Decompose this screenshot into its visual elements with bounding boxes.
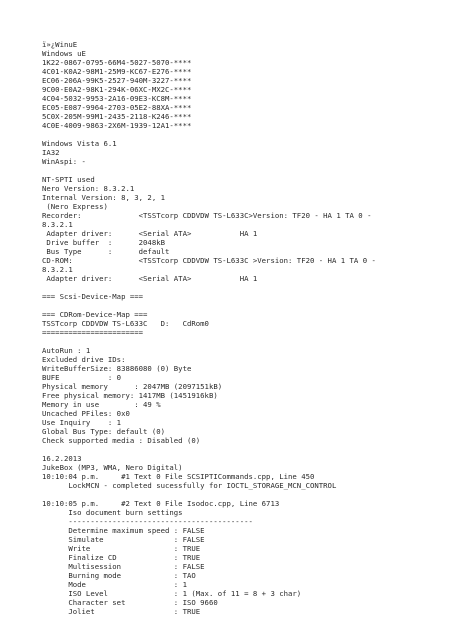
- log-line: 8.3.2.1: [42, 265, 73, 274]
- log-line: Character set : ISO 9660: [42, 598, 218, 607]
- log-line: === Scsi-Device-Map ===: [42, 292, 144, 301]
- log-line: Mode : 1: [42, 580, 187, 589]
- log-line: 4C04-5032-9953-2A16-09E3-KC8M-****: [42, 94, 192, 103]
- log-line: Free physical memory: 1417MB (1451916kB): [42, 391, 218, 400]
- log-line: 16.2.2013: [42, 454, 82, 463]
- log-line: JukeBox (MP3, WMA, Nero Digital): [42, 463, 183, 472]
- log-line: IA32: [42, 148, 60, 157]
- log-line: ------------------------------------------: [42, 517, 253, 526]
- log-line: 1K22-0867-0795-66M4-5027-5070-****: [42, 58, 192, 67]
- log-line: =======================: [42, 328, 144, 337]
- log-line: Physical memory : 2047MB (2097151kB): [42, 382, 223, 391]
- log-line: Joliet : TRUE: [42, 607, 201, 616]
- log-line: Uncached PFiles: 0x0: [42, 409, 130, 418]
- log-line: EC06-206A-99K5-2527-940M-3227-****: [42, 76, 192, 85]
- log-line: Nero Version: 8.3.2.1: [42, 184, 135, 193]
- log-line: Recorder: <TSSTcorp CDDVDW TS-L633C>Version: TF20 - HA 1 TA 0 -: [42, 211, 372, 220]
- log-line: LockMCN - completed sucessfully for IOCTL_STORAGE_MCN_CONTROL: [42, 481, 337, 490]
- log-line: AutoRun : 1: [42, 346, 91, 355]
- log-line: Iso document burn settings: [42, 508, 183, 517]
- log-line: EC05-E087-9964-2703-05E2-88XA-****: [42, 103, 192, 112]
- log-line: TSSTcorp CDDVDW TS-L633C D: CdRom0: [42, 319, 209, 328]
- log-line: === CDRom-Device-Map ===: [42, 310, 148, 319]
- log-line: Burning mode : TAO: [42, 571, 196, 580]
- log-line: Drive buffer : 2048kB: [42, 238, 166, 247]
- log-line: 4C0E-4009-9863-2X6M-1939-12A1-****: [42, 121, 192, 130]
- log-line: ï»¿WinuE: [42, 40, 78, 49]
- log-line: Global Bus Type: default (0): [42, 427, 166, 436]
- log-line: Windows Vista 6.1: [42, 139, 117, 148]
- log-line: 10:10:05 p.m. #2 Text 0 File Isodoc.cpp, Line 6713: [42, 499, 280, 508]
- log-line: Windows uE: [42, 49, 86, 58]
- log-line: Adapter driver: <Serial ATA> HA 1: [42, 229, 258, 238]
- log-line: ISO Level : 1 (Max. of 11 = 8 + 3 char): [42, 589, 302, 598]
- log-line: Finalize CD : TRUE: [42, 553, 201, 562]
- log-line: Memory in use : 49 %: [42, 400, 161, 409]
- log-line: CD-ROM: <TSSTcorp CDDVDW TS-L633C >Version: TF20 - HA 1 TA 0 -: [42, 256, 376, 265]
- log-line: BUFE : 0: [42, 373, 122, 382]
- log-line: Use Inquiry : 1: [42, 418, 122, 427]
- log-line: Adapter driver: <Serial ATA> HA 1: [42, 274, 258, 283]
- log-line: 10:10:04 p.m. #1 Text 0 File SCSIPTICommands.cpp, Line 450: [42, 472, 315, 481]
- log-line: Multisession : FALSE: [42, 562, 205, 571]
- log-line: Excluded drive IDs:: [42, 355, 126, 364]
- log-line: Check supported media : Disabled (0): [42, 436, 201, 445]
- log-line: 9C00-E0A2-98K1-294K-06XC-MX2C-****: [42, 85, 192, 94]
- log-line: (Nero Express): [42, 202, 108, 211]
- log-line: WriteBufferSize: 83886080 (0) Byte: [42, 364, 192, 373]
- log-line: WinAspi: -: [42, 157, 86, 166]
- log-line: Bus Type : default: [42, 247, 170, 256]
- log-line: Simulate : FALSE: [42, 535, 205, 544]
- log-line: 4C01-K0A2-98M1-25M9-KC67-E276-****: [42, 67, 192, 76]
- log-line: Determine maximum speed : FALSE: [42, 526, 205, 535]
- log-line: 8.3.2.1: [42, 220, 73, 229]
- log-line: NT-SPTI used: [42, 175, 95, 184]
- log-line: Internal Version: 8, 3, 2, 1: [42, 193, 166, 202]
- log-line: 5C0X-205M-99M1-2435-2118-K246-****: [42, 112, 192, 121]
- log-line: Write : TRUE: [42, 544, 201, 553]
